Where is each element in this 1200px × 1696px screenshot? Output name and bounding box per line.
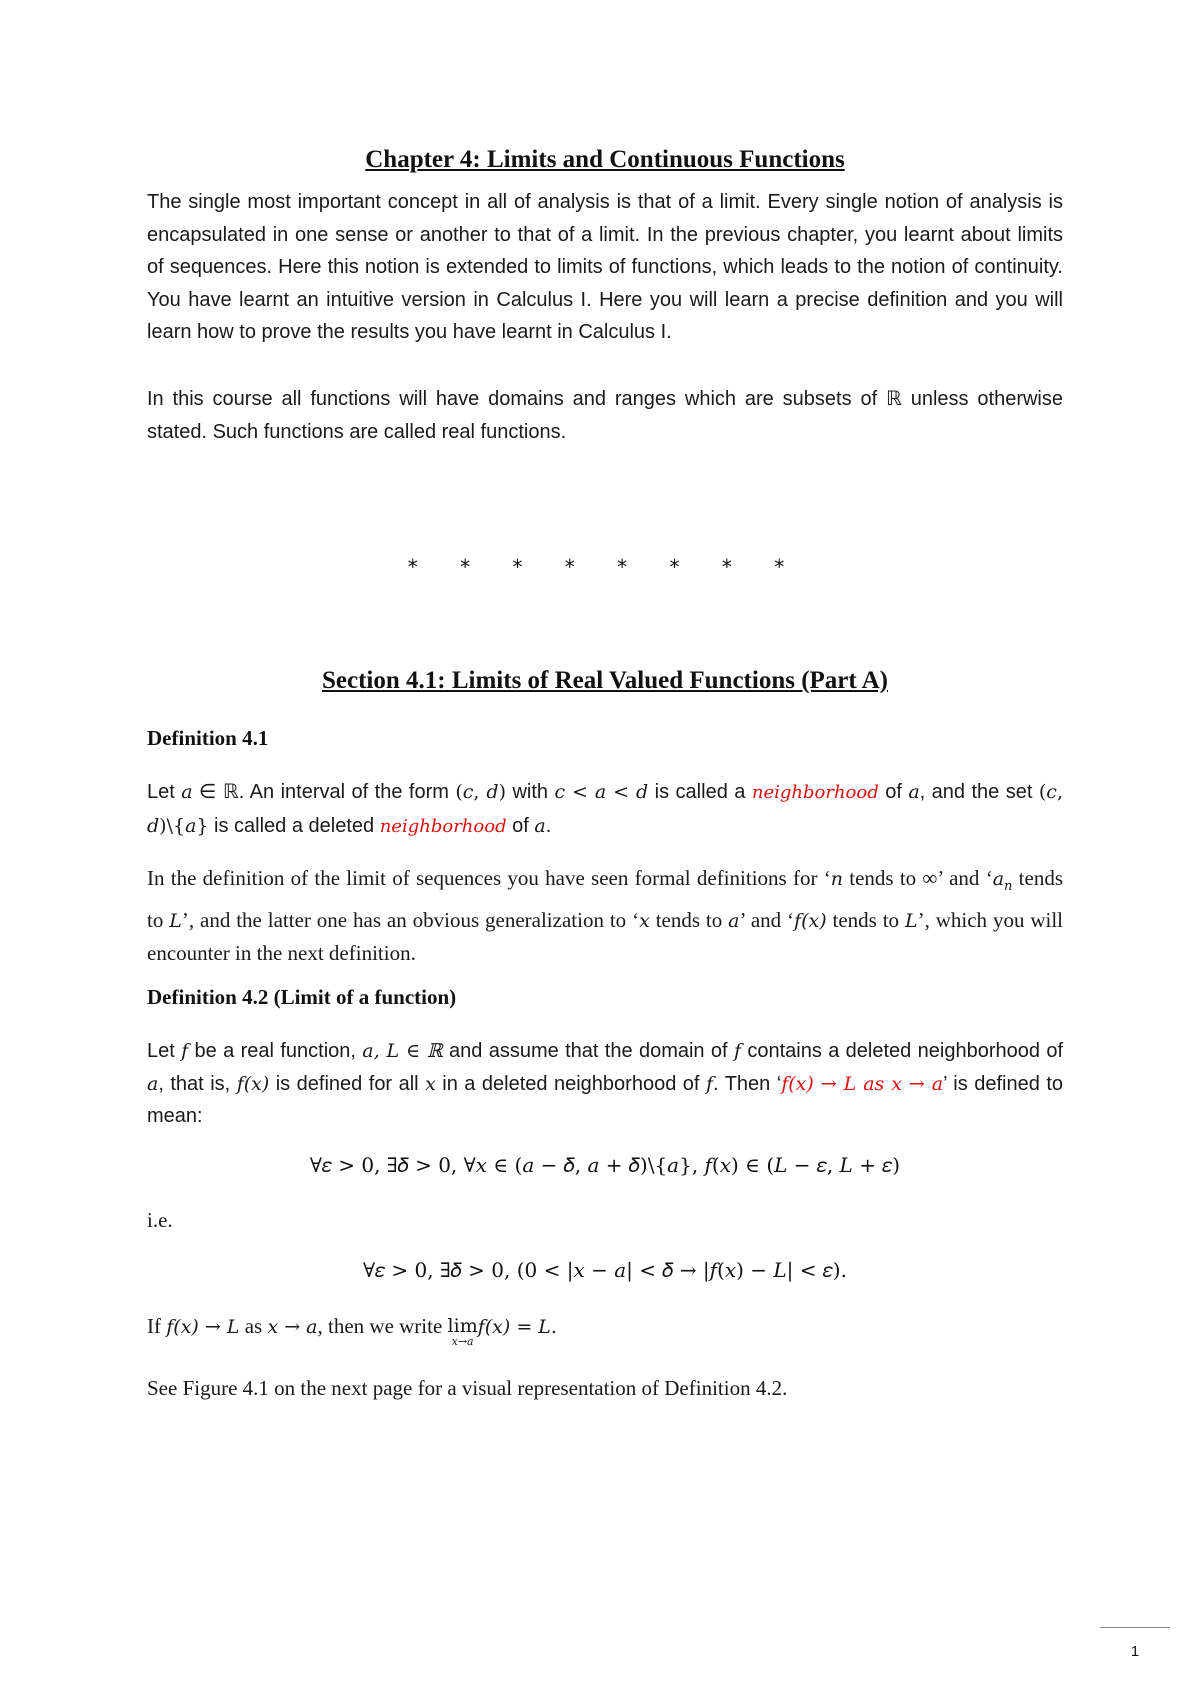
intro-paragraph-1: The single most important concept in all of analysis is that of a limit. Every single notion of analysis is encapsulated in one sense or another to that of a limit. In the previous chapter, you learnt about limits of sequences. Here this notion is extended to limits of functions, which leads to the notion of continuity. You have learnt an intuitive version in Calculus I. Here you will learn a precise definition and you will learn how to prove the results you have learnt in Calculus I. bbox=[147, 191, 1063, 343]
neighborhood-term: neighborhood bbox=[751, 782, 879, 803]
limits-intro-paragraph: In the definition of the limit of sequences you have seen formal definitions for ‘𝑛 tends to ∞’ and ‘𝑎$_𝑛$ tends to 𝐿’, and the latter one has an obvious generalization to ‘𝑥 tends to 𝑎’ and ‘𝑓(𝑥) tends to 𝐿’, which you will encounter in the next definition. bbox=[147, 866, 1064, 966]
section-title: Section 4.1: Limits of Real Valued Functions (Part A) bbox=[322, 667, 888, 694]
definition-4-1-body: Let 𝑎 ∈ ℝ. An interval of the form (𝑐, 𝑑) with 𝑐 < 𝑎 < 𝑑 is called a neighborhood of 𝑎, and the set (𝑐, 𝑑)\{𝑎} is called a deleted neighborhood of 𝑎. bbox=[147, 781, 1063, 837]
limit-operator: lim 𝑥→𝑎 bbox=[447, 1315, 478, 1348]
section-separator: * * * * * * * * bbox=[407, 555, 803, 579]
definition-4-2-body: Let 𝑓 be a real function, 𝑎, 𝐿 ∈ ℝ and assume that the domain of 𝑓 contains a deleted neighborhood of 𝑎, that is, 𝑓(𝑥) is defined for all 𝑥 in a deleted neighborhood of 𝑓. Then ‘𝑓(𝑥) → 𝐿 as 𝑥 → 𝑎’ is defined to mean: bbox=[147, 1040, 1064, 1127]
figure-reference: See Figure 4.1 on the next page for a visual representation of Definition 4.2. bbox=[147, 1376, 788, 1400]
definition-4-1-heading: Definition 4.1 bbox=[147, 726, 269, 750]
ie-label: i.e. bbox=[147, 1208, 173, 1232]
page-number: 1 bbox=[1130, 1643, 1140, 1660]
chapter-title: Chapter 4: Limits and Continuous Functions bbox=[365, 146, 845, 173]
definition-4-2-heading: Definition 4.2 (Limit of a function) bbox=[147, 985, 457, 1009]
neighborhood-term-2: neighborhood bbox=[379, 815, 507, 837]
intro-paragraph-2: In this course all functions will have domains and ranges which are subsets of ℝ unless otherwise stated. Such functions are called real functions. bbox=[147, 388, 1063, 443]
limit-notation-sentence: If 𝑓(𝑥) → 𝐿 as 𝑥 → 𝑎, then we write lim 𝑥→𝑎 𝑓(𝑥) = 𝐿. bbox=[147, 1314, 557, 1348]
epsilon-delta-formula-1: ∀𝜀 > 0, ∃𝛿 > 0, ∀𝑥 ∈ (𝑎 − 𝛿, 𝑎 + 𝛿)\{𝑎}, 𝑓(𝑥) ∈ (𝐿 − 𝜀, 𝐿 + 𝜀) bbox=[309, 1153, 901, 1177]
limit-phrase-red: 𝑓(𝑥) → 𝐿 as 𝑥 → 𝑎 bbox=[781, 1072, 944, 1095]
footer-rule bbox=[1100, 1627, 1170, 1628]
epsilon-delta-formula-2: ∀𝜀 > 0, ∃𝛿 > 0, (0 < |𝑥 − 𝑎| < 𝛿 → |𝑓(𝑥) − 𝐿| < 𝜀). bbox=[363, 1258, 847, 1282]
